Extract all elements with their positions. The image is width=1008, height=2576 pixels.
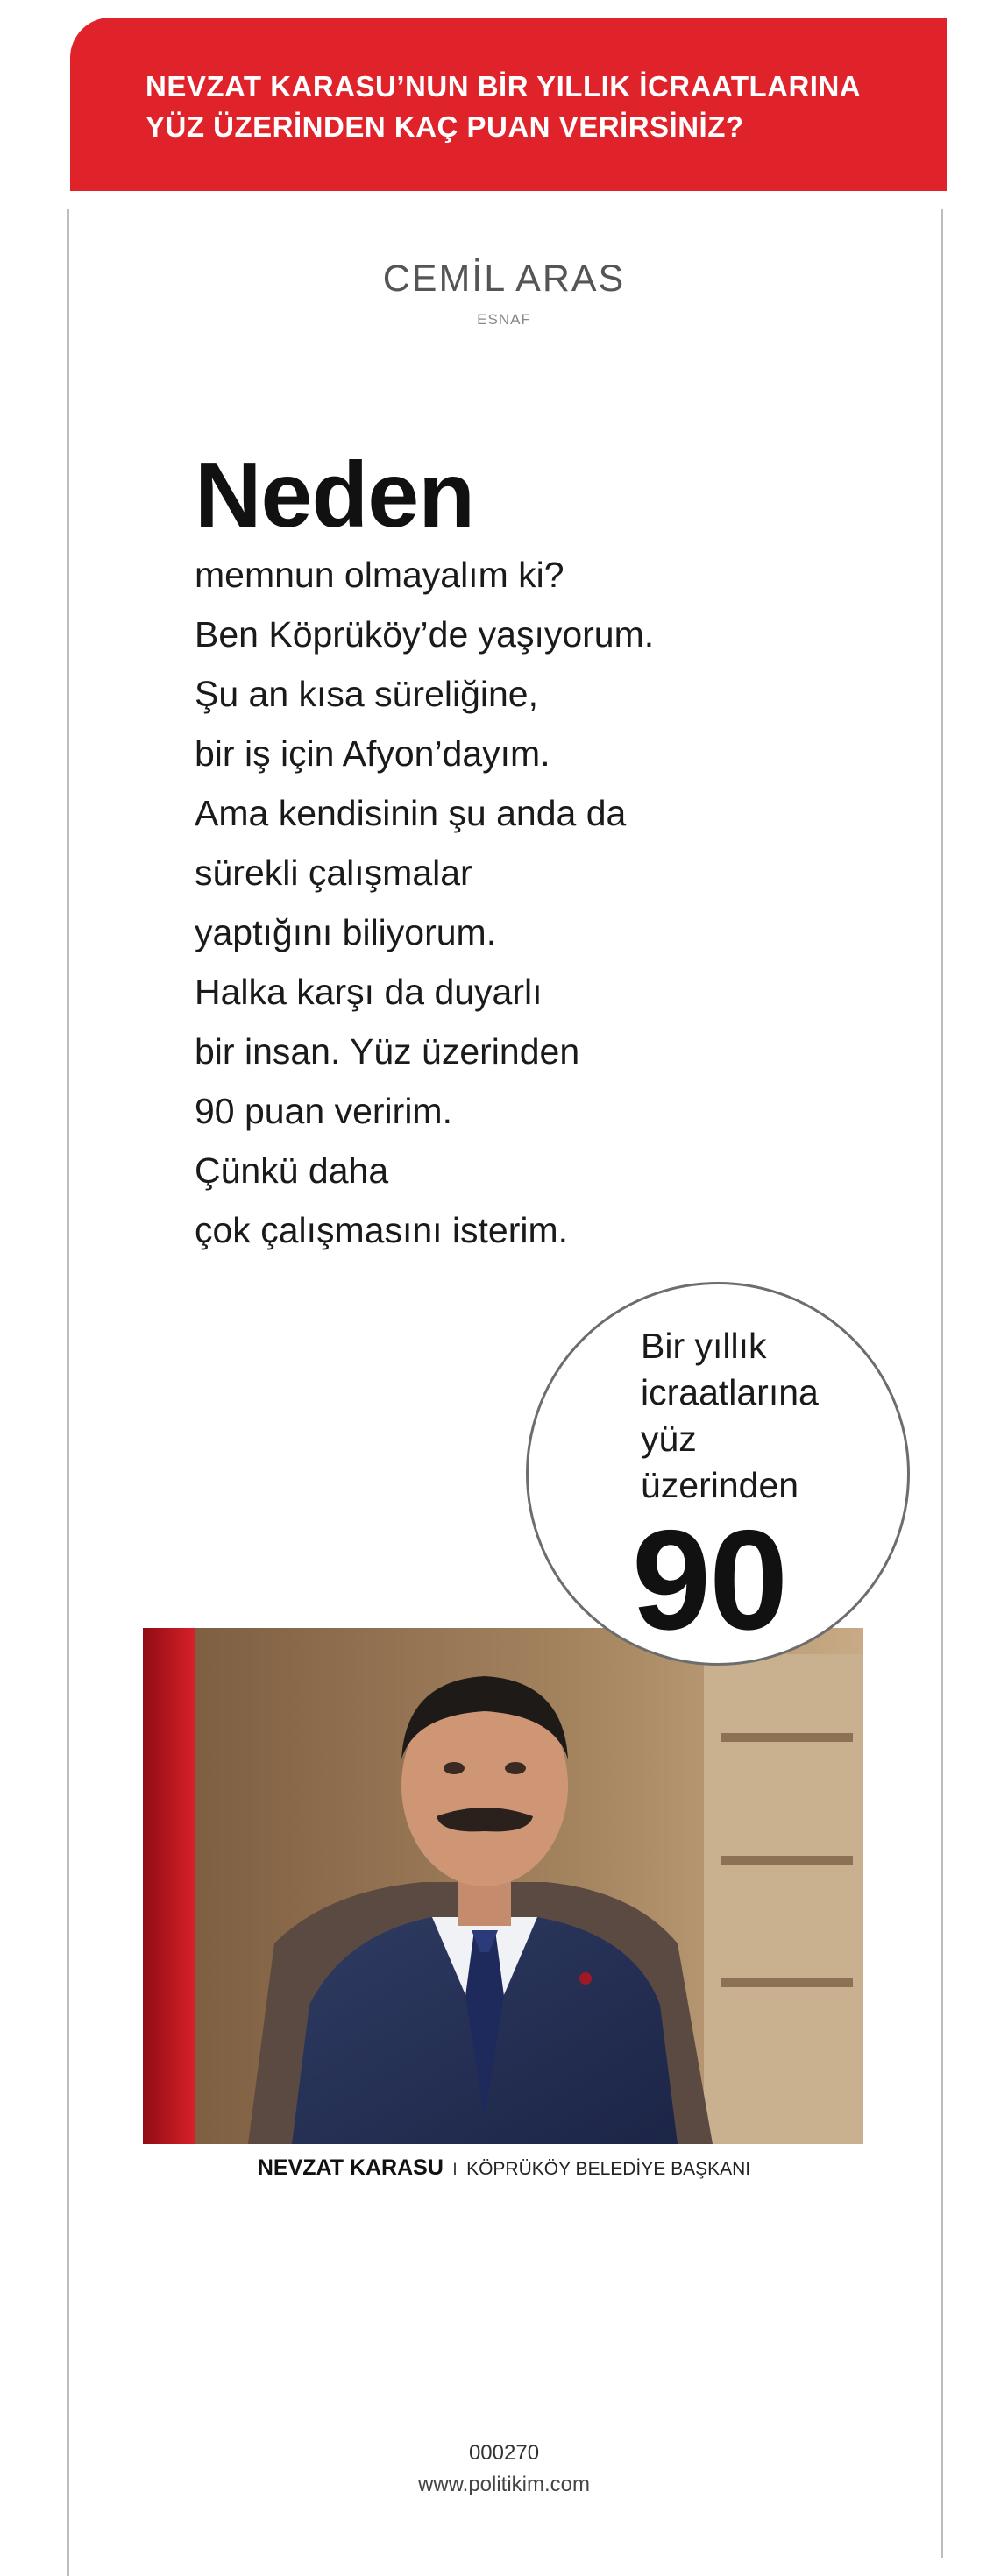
quote-line: bir iş için Afyon’dayım. [195,733,550,774]
quote-line: bir insan. Yüz üzerinden [195,1031,580,1072]
caption-person-name: NEVZAT KARASU [257,2155,444,2180]
score-badge [526,1282,910,1666]
author-name: CEMİL ARAS [382,258,626,300]
quote-line: sürekli çalışmalar [195,853,472,893]
score-caption-line: icraatlarına [641,1372,819,1412]
footer-website-link[interactable]: www.politikim.com [417,2473,591,2496]
quote-line: Ama kendisinin şu anda da [195,793,627,833]
portrait-illustration [143,1628,863,2144]
quote-line: çok çalışmasını isterim. [195,1210,569,1250]
score-caption [641,1323,869,1509]
photo-caption [0,2155,1008,2181]
quote-line: yaptığını biliyorum. [195,912,497,952]
quote-body [195,545,808,1260]
right-border-rule [941,209,943,2558]
quote-line: Ben Köprüköy’de yaşıyorum. [195,614,655,655]
author-role: ESNAF [477,311,531,328]
score-caption-line: yüz [641,1419,697,1459]
quote-line: Çünkü daha [195,1150,389,1191]
quote-line: memnun olmayalım ki? [195,555,564,595]
score-value: 90 [632,1501,787,1660]
quote-lead-word: Neden [195,443,474,547]
footer-code: 000270 [468,2441,540,2465]
caption-separator: I [452,2161,458,2179]
left-border-rule [67,209,69,2576]
mayor-portrait-photo [143,1628,863,2144]
score-caption-line: Bir yıllık [641,1326,767,1366]
header-question-line-2: YÜZ ÜZERİNDEN KAÇ PUAN VERİRSİNİZ? [146,110,744,143]
header-banner [70,18,947,191]
header-question-line-1: NEVZAT KARASU’NUN BİR YILLIK İCRAATLARINA [146,70,862,103]
quote-line: Şu an kısa süreliğine, [195,674,539,714]
quote-line: 90 puan veririm. [195,1091,452,1131]
score-caption-line: üzerinden [641,1465,799,1505]
quote-line: Halka karşı da duyarlı [195,972,543,1012]
caption-person-title: KÖPRÜKÖY BELEDİYE BAŞKANI [466,2159,751,2179]
